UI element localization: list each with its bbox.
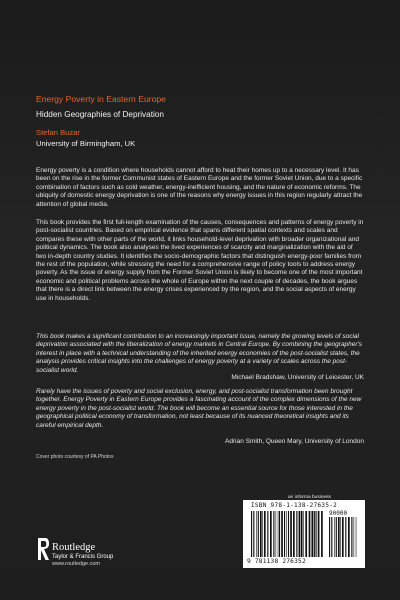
publisher-name: Routledge	[52, 542, 96, 553]
barcode-icon	[251, 511, 325, 557]
barcode-addon-icon	[329, 517, 357, 557]
publisher-url[interactable]: www.routledge.com	[52, 561, 100, 567]
publisher-block	[52, 542, 113, 568]
endorsement-attribution-2: Adrian Smith, Queen Mary, University of London	[225, 438, 364, 445]
barcode-addon-number: 90000	[329, 510, 348, 517]
book-title: Energy Poverty in Eastern Europe	[36, 94, 166, 104]
publisher-group: Taylor & Francis Group	[52, 554, 114, 560]
cover-photo-credit: Cover photo courtesy of PA Photos	[36, 454, 114, 460]
informa-business-tag: an informa business	[288, 495, 331, 500]
book-subtitle: Hidden Geographies of Deprivation	[36, 110, 164, 119]
endorsement-quote-1: This book makes a significant contribution to an increasingly important issue, namely the growing levels of social deprivation associated with the liberalization of energy markets in Central Europe. By combining the geographer's interest in place with a technical understanding of the inherited energy economies of the post-socialist states, the analysis provides critical insights into the challenges of energy poverty at a variety of scales across the post-socialist world.	[36, 333, 363, 374]
barcode-number: 9 781138 276352	[247, 558, 306, 565]
isbn-text: ISBN 978-1-138-27635-2	[251, 502, 338, 509]
description-paragraph-2: This book provides the first full-length examination of the causes, consequences and patterns of energy poverty in post-socialist countries. Based on empirical evidence that spans different spatial contexts and scales and compares these with other parts of the world, it links household-level deprivation with broader organizational and political dynamics. The book also analyses the lived experiences of scarcity and marginalization with the aid of two in-depth country studies. It identifies the socio-demographic factors that distinguish energy-poor families from the rest of the population, while stressing the need for a comprehensive range of policy tools to address energy poverty. As the issue of energy supply from the Former Soviet Union is likely to become one of the most important economic and political problems across the whole of Europe within the next couple of decades, the book argues that there is a direct link between the energy crises experienced by the region, and the social aspects of energy use in households.	[36, 219, 364, 302]
description-paragraph-1: Energy poverty is a condition where households cannot afford to heat their homes up to a necessary level. It has been on the rise in the former Communist states of Eastern Europe and the former Soviet Union, due to a specific combination of factors such as cold weather, energy-inefficient housing, and the nature of economic reforms. The ubiquity of domestic energy deprivation is one of the reasons why energy issues in this region regularly attract the attention of global media.	[36, 167, 363, 208]
barcode-panel	[243, 500, 365, 568]
routledge-logo-icon	[36, 536, 50, 562]
author-affiliation: University of Birmingham, UK	[36, 139, 136, 148]
author-name: Stefan Buzar	[36, 128, 80, 137]
endorsement-attribution-1: Michael Bradshaw, University of Leicester, UK	[231, 374, 364, 381]
endorsement-quote-2: Rarely have the issues of poverty and social exclusion, energy, and post-socialist transformation been brought together. Energy Poverty in Eastern Europe provides a fascinating account of the complex dimensions of the new energy poverty in the post-socialist world. The book will become an essential source for those interested in the geographical political economy of transformation, not least because of its nuanced theoretical insights and its careful empirical depth.	[36, 388, 362, 429]
